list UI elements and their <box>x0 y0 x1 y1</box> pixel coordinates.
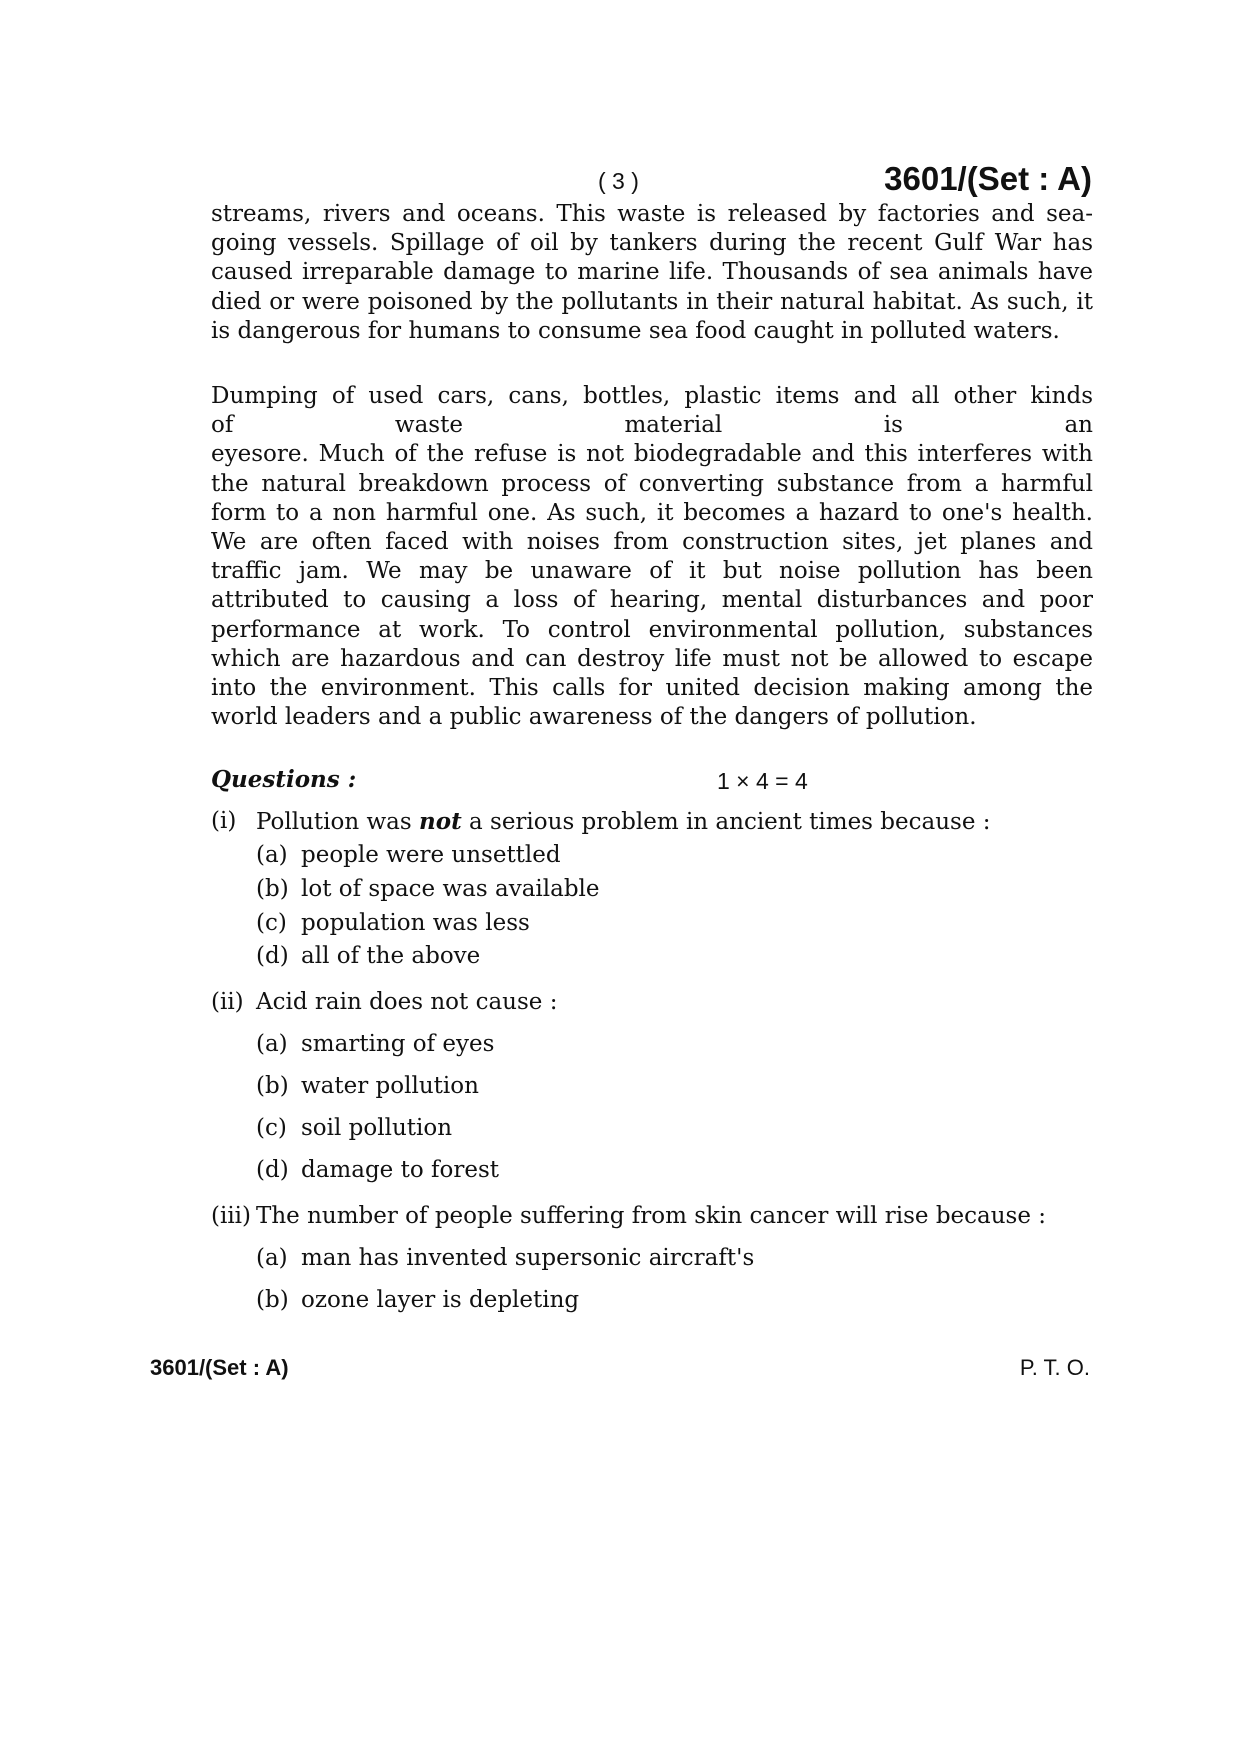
paper-code-footer: 3601/(Set : A) <box>150 1355 289 1380</box>
passage-paragraph-2-line-1: Dumping of used cars, cans, bottles, plastic items and all other kinds <box>211 383 1093 409</box>
q2-option-c-text: soil pollution <box>301 1115 453 1141</box>
q3-option-a-text: man has invented supersonic aircraft's <box>301 1245 755 1271</box>
q2-option-a-label: (a) <box>256 1031 288 1057</box>
q2-option-d-text: damage to forest <box>301 1157 500 1183</box>
paper-code-header: 3601/(Set : A) <box>884 160 1092 197</box>
q1-option-b-label: (b) <box>256 876 289 902</box>
q2-option-a-text: smarting of eyes <box>301 1031 495 1057</box>
q1-option-d-text: all of the above <box>301 943 481 969</box>
passage-paragraph-1: streams, rivers and oceans. This waste is released by factories and sea-going vessels. Spillage of oil by tankers during the recent Gulf War has caused irreparable damage to marine life. Thousands of sea animals have died or were poisoned by the pollutants in their natural habitat. As such, it is dangerous for humans to consume sea food caught in polluted waters. <box>211 201 1093 344</box>
question-1-text-end: a serious problem in ancient times because : <box>461 809 991 835</box>
passage-paragraph-2-line-2: of waste material is an <box>211 412 1093 439</box>
please-turn-over: P. T. O. <box>1019 1355 1090 1380</box>
question-2-label: (ii) <box>211 989 244 1015</box>
q1-option-d-label: (d) <box>256 943 289 969</box>
passage-paragraph-2-rest: eyesore. Much of the refuse is not biodegradable and this interferes with the natural breakdown process of converting substance from a harmful form to a non harmful one. As such, it becomes a hazard to one's health. We are often faced with noises from construction sites, jet planes and traffic jam. We may be unaware of it but noise pollution has been attributed to causing a loss of hearing, mental disturbances and poor performance at work. To control environmental pollution, substances which are hazardous and can destroy life must not be allowed to escape into the environment. This calls for united decision making among the world leaders and a public awareness of the dangers of pollution. <box>211 441 1093 731</box>
q1-option-a-label: (a) <box>256 842 288 868</box>
q2-option-b-text: water pollution <box>301 1073 479 1099</box>
q3-option-b-text: ozone layer is depleting <box>301 1287 580 1313</box>
q1-option-a-text: people were unsettled <box>301 842 561 868</box>
q2-option-b-label: (b) <box>256 1073 289 1099</box>
question-1-emphasis: not <box>419 808 462 835</box>
question-1-text-start: Pollution was <box>256 809 419 835</box>
q1-option-c-text: population was less <box>301 910 530 936</box>
question-3-text: The number of people suffering from skin cancer will rise because : <box>256 1203 1047 1229</box>
q2-option-d-label: (d) <box>256 1157 289 1183</box>
marks-allocation: 1 × 4 = 4 <box>717 768 808 794</box>
q2-option-c-label: (c) <box>256 1115 287 1141</box>
q1-option-c-label: (c) <box>256 910 287 936</box>
question-1-text <box>256 808 991 835</box>
question-2-text: Acid rain does not cause : <box>256 989 558 1015</box>
page-number: ( 3 ) <box>598 168 639 194</box>
question-1-label: (i) <box>211 808 237 834</box>
questions-heading: Questions : <box>211 766 357 793</box>
q3-option-b-label: (b) <box>256 1287 289 1313</box>
q1-option-b-text: lot of space was available <box>301 876 600 902</box>
question-3-label: (iii) <box>211 1203 252 1229</box>
passage-paragraph-2 <box>211 382 1093 732</box>
q3-option-a-label: (a) <box>256 1245 288 1271</box>
